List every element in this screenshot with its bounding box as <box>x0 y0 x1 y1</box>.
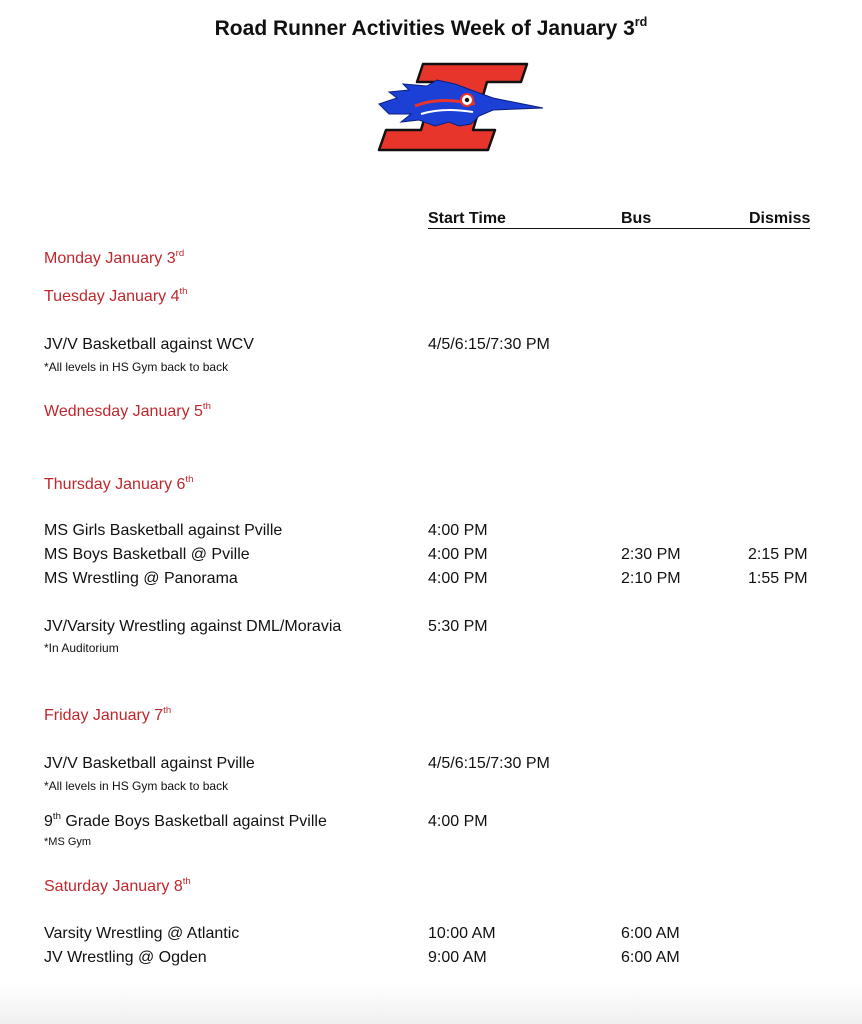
event-note: *MS Gym <box>44 836 92 848</box>
event-note: *In Auditorium <box>44 641 119 655</box>
event-note: *All levels in HS Gym back to back <box>44 779 229 793</box>
header-start-time: Start Time <box>428 210 506 227</box>
event-start-time: 5:30 PM <box>428 618 488 635</box>
event-name: MS Girls Basketball against Pville <box>44 522 283 539</box>
header-bus: Bus <box>621 210 652 227</box>
day-friday: Friday January 7th <box>44 704 172 724</box>
event-start-time: 4/5/6:15/7:30 PM <box>428 755 550 772</box>
event-start-time: 9:00 AM <box>428 949 487 966</box>
event-name: JV/V Basketball against Pville <box>44 755 255 772</box>
header-underline <box>428 228 810 229</box>
event-bus-time: 6:00 AM <box>621 949 680 966</box>
event-bus-time: 6:00 AM <box>621 925 680 942</box>
event-name: MS Wrestling @ Panorama <box>44 570 238 587</box>
event-name: JV/V Basketball against WCV <box>44 336 254 353</box>
event-name: MS Boys Basketball @ Pville <box>44 546 250 563</box>
page-bottom-shade <box>0 984 862 1024</box>
event-start-time: 10:00 AM <box>428 925 496 942</box>
event-bus-time: 2:30 PM <box>621 546 681 563</box>
event-name: JV/Varsity Wrestling against DML/Moravia <box>44 618 342 635</box>
event-dismiss-time: 2:15 PM <box>748 546 808 563</box>
page-title: Road Runner Activities Week of January 3rd <box>214 14 648 40</box>
day-tuesday: Tuesday January 4th <box>44 285 188 305</box>
event-dismiss-time: 1:55 PM <box>748 570 808 587</box>
event-start-time: 4:00 PM <box>428 546 488 563</box>
header-dismiss: Dismiss <box>749 210 811 227</box>
event-name: 9th Grade Boys Basketball against Pville <box>44 810 327 830</box>
event-bus-time: 2:10 PM <box>621 570 681 587</box>
event-name: Varsity Wrestling @ Atlantic <box>44 925 240 942</box>
event-note: *All levels in HS Gym back to back <box>44 360 229 374</box>
event-start-time: 4:00 PM <box>428 522 488 539</box>
day-saturday: Saturday January 8th <box>44 875 191 895</box>
road-runner-logo <box>375 60 547 154</box>
event-start-time: 4:00 PM <box>428 570 488 587</box>
event-start-time: 4/5/6:15/7:30 PM <box>428 336 550 353</box>
event-name: JV Wrestling @ Ogden <box>44 949 207 966</box>
event-start-time: 4:00 PM <box>428 813 488 830</box>
day-wednesday: Wednesday January 5th <box>44 400 211 420</box>
day-monday: Monday January 3rd <box>44 247 185 267</box>
day-thursday: Thursday January 6th <box>44 473 194 493</box>
